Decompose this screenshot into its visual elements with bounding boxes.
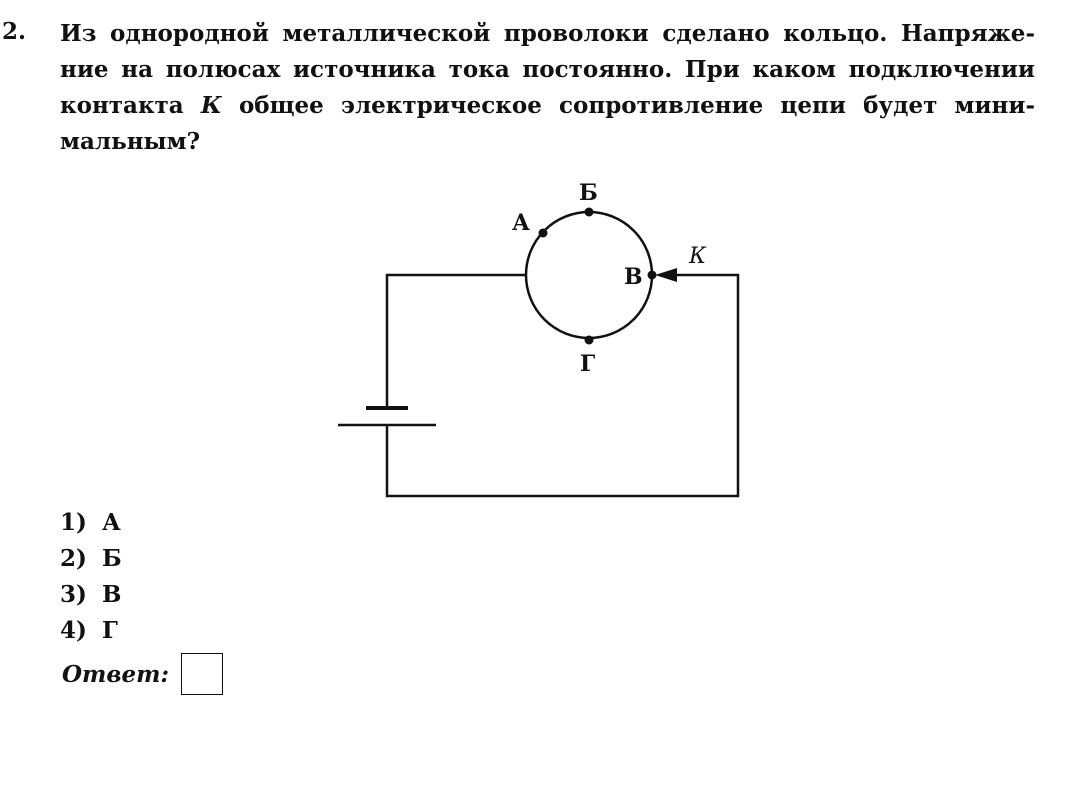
- point-b-dot: [585, 208, 594, 217]
- question-line-2: ние на полюсах источника тока постоянно. При каком подключении: [60, 56, 1035, 83]
- option-4-label: Г: [102, 617, 118, 644]
- option-2[interactable]: [60, 541, 122, 577]
- wire-bottom-right: [387, 275, 738, 496]
- point-a-dot: [539, 229, 548, 238]
- option-1-number: 1): [60, 509, 87, 536]
- answer-row: [62, 651, 223, 697]
- point-g-dot: [585, 336, 594, 345]
- answer-options: [60, 505, 122, 649]
- label-v: В: [624, 264, 643, 290]
- question-number: 2.: [2, 18, 27, 45]
- contact-k-arrow: [655, 268, 677, 282]
- option-3-label: В: [102, 581, 122, 608]
- label-g: Г: [580, 351, 596, 377]
- wire-left: [387, 275, 526, 408]
- answer-label: Ответ:: [62, 660, 169, 688]
- contact-k-mention: К: [200, 92, 222, 119]
- option-4[interactable]: [60, 613, 122, 649]
- option-2-label: Б: [102, 545, 122, 572]
- question-line-3-start: контакта: [60, 92, 184, 119]
- label-b: Б: [579, 180, 598, 206]
- question-line-3-end: общее электрическое сопротивление цепи будет мини-: [238, 92, 1035, 119]
- option-1-label: А: [102, 509, 121, 536]
- point-v-dot: [648, 271, 657, 280]
- answer-box[interactable]: [181, 653, 223, 695]
- option-4-number: 4): [60, 617, 87, 644]
- option-3[interactable]: [60, 577, 122, 613]
- option-2-number: 2): [60, 545, 87, 572]
- option-3-number: 3): [60, 581, 87, 608]
- label-a: А: [512, 210, 530, 236]
- question-line-4: мальным?: [60, 128, 201, 155]
- question-line-1: Из однородной металлической проволоки сделано кольцо. Напряже-: [60, 20, 1035, 47]
- option-1[interactable]: [60, 505, 122, 541]
- label-k: К: [689, 244, 707, 269]
